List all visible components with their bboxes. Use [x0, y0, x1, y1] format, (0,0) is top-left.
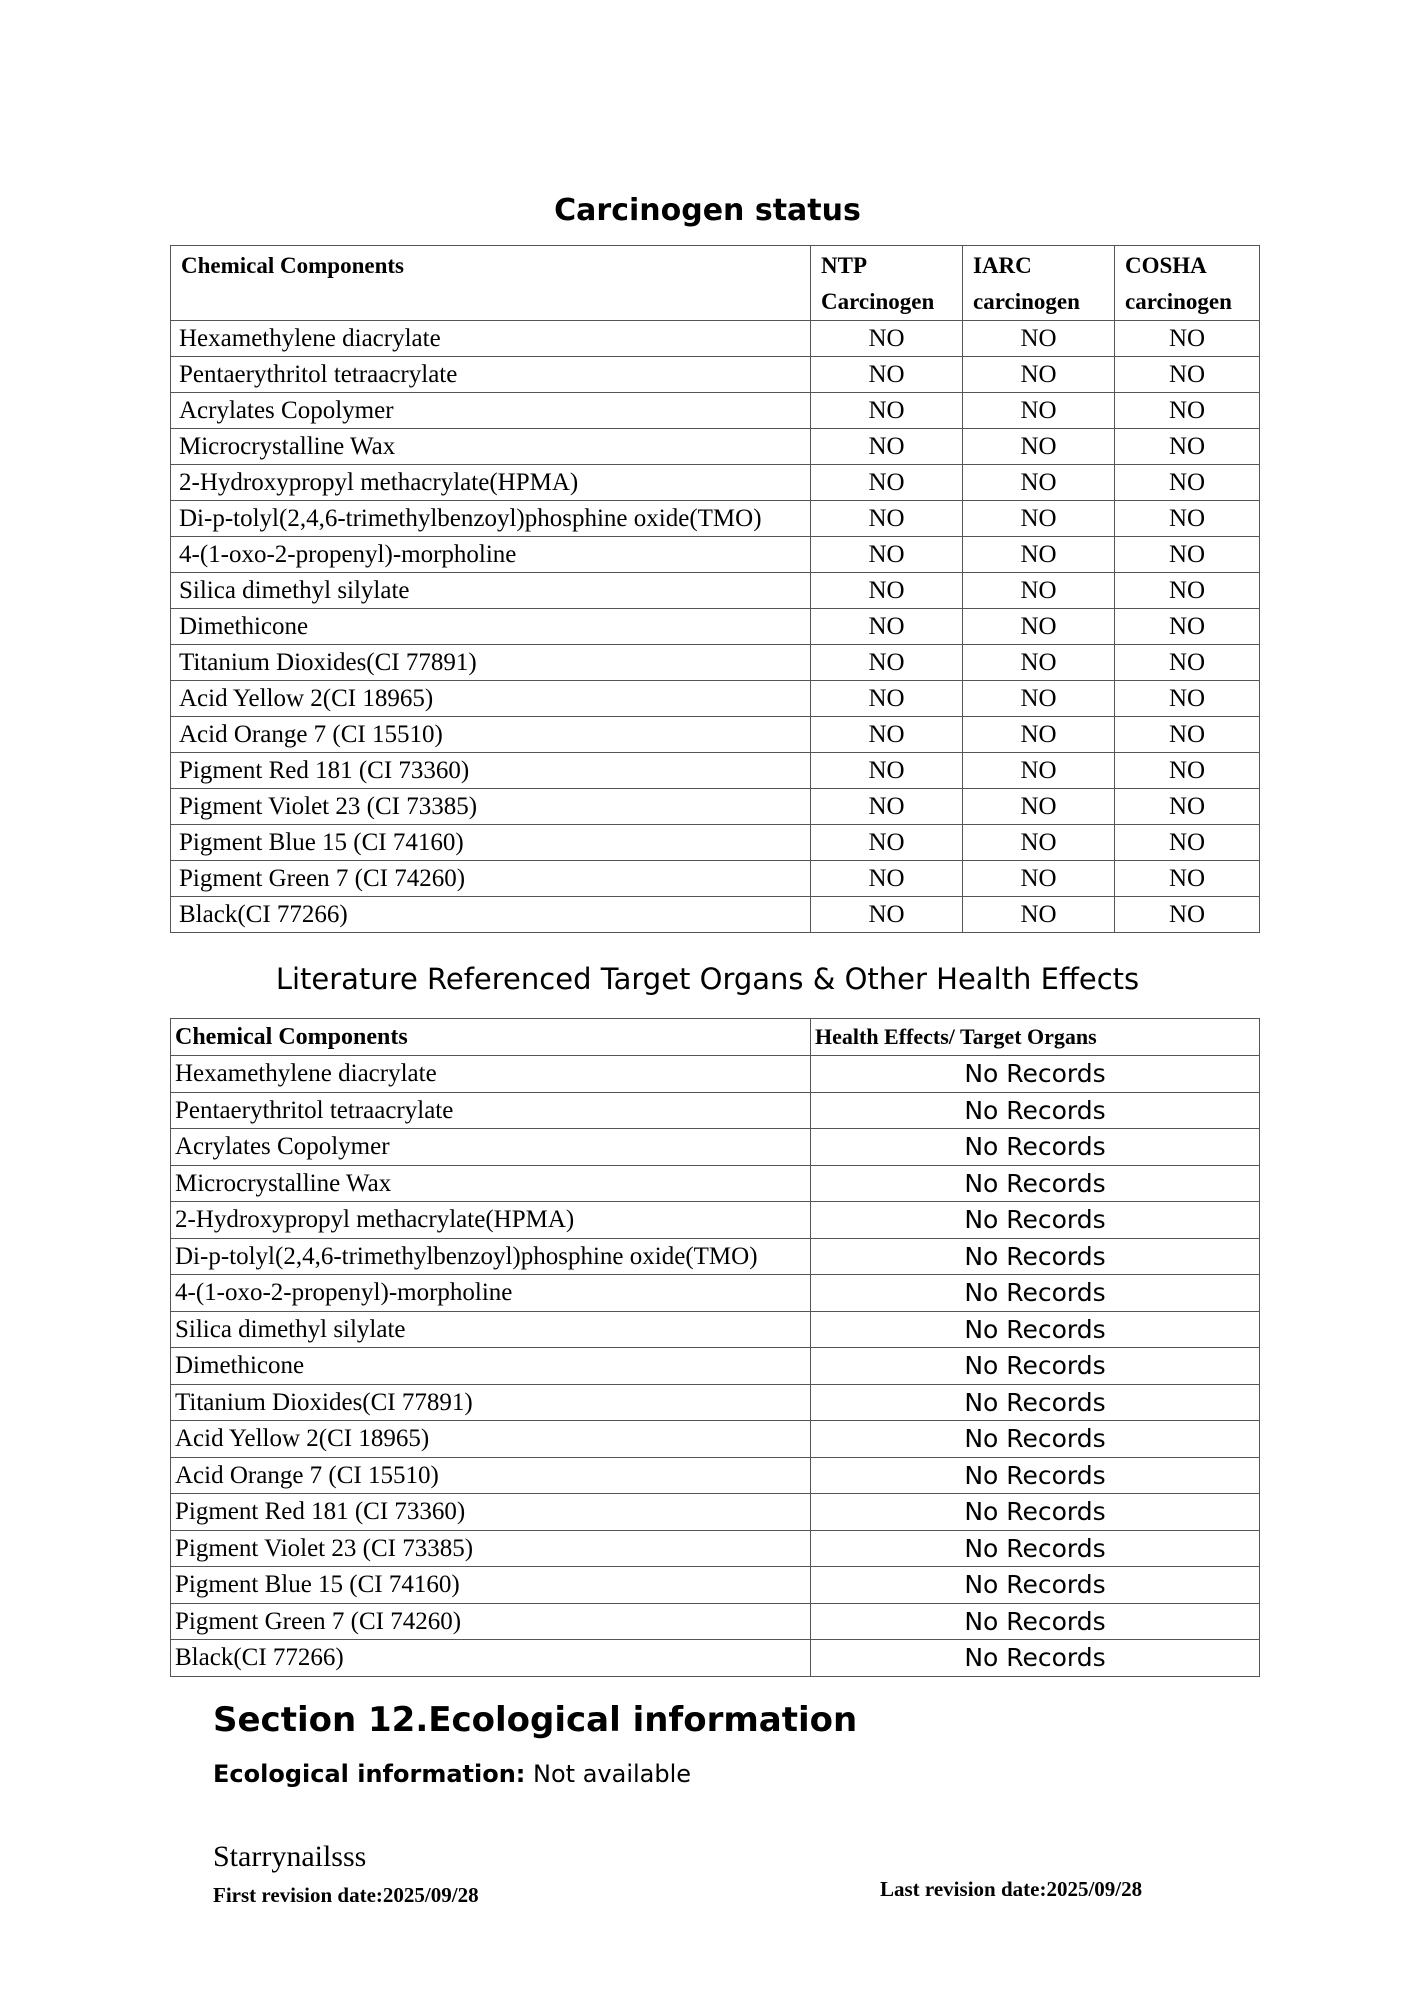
- chemical-name-cell: Pigment Green 7 (CI 74260): [171, 861, 811, 897]
- table-row: [171, 429, 1260, 465]
- ntp-value-cell: NO: [811, 357, 963, 393]
- cosha-value-cell: NO: [1115, 645, 1260, 681]
- ntp-value-cell: NO: [811, 753, 963, 789]
- chemical-name-cell: Pigment Green 7 (CI 74260): [171, 1603, 811, 1640]
- chemical-name-cell: Pigment Blue 15 (CI 74160): [171, 825, 811, 861]
- table-row: [171, 501, 1260, 537]
- table-row: [171, 1348, 1260, 1385]
- chemical-name-cell: Dimethicone: [171, 609, 811, 645]
- iarc-value-cell: NO: [963, 681, 1115, 717]
- ntp-value-cell: NO: [811, 897, 963, 933]
- iarc-value-cell: NO: [963, 537, 1115, 573]
- chemical-name-cell: Dimethicone: [171, 1348, 811, 1385]
- iarc-value-cell: NO: [963, 609, 1115, 645]
- table-row: [171, 825, 1260, 861]
- literature-title: Literature Referenced Target Organs & Other Health Effects: [275, 962, 1140, 996]
- iarc-value-cell: NO: [963, 429, 1115, 465]
- iarc-value-cell: NO: [963, 501, 1115, 537]
- header-iarc-carcinogen: [963, 246, 1115, 321]
- health-effects-cell: No Records: [811, 1494, 1260, 1531]
- ntp-value-cell: NO: [811, 501, 963, 537]
- header-cosha-line1: COSHA: [1125, 253, 1207, 278]
- iarc-value-cell: NO: [963, 897, 1115, 933]
- cosha-value-cell: NO: [1115, 717, 1260, 753]
- cosha-value-cell: NO: [1115, 825, 1260, 861]
- ntp-value-cell: NO: [811, 321, 963, 357]
- header-iarc-line1: IARC: [973, 253, 1032, 278]
- carcinogen-status-title: Carcinogen status: [554, 193, 861, 228]
- cosha-value-cell: NO: [1115, 465, 1260, 501]
- cosha-value-cell: NO: [1115, 501, 1260, 537]
- table-row: [171, 861, 1260, 897]
- table-row: [171, 357, 1260, 393]
- chemical-name-cell: 2-Hydroxypropyl methacrylate(HPMA): [171, 1202, 811, 1239]
- iarc-value-cell: NO: [963, 825, 1115, 861]
- ecological-information-line: [213, 1760, 691, 1788]
- chemical-name-cell: Acrylates Copolymer: [171, 1129, 811, 1166]
- cosha-value-cell: NO: [1115, 861, 1260, 897]
- ntp-value-cell: NO: [811, 573, 963, 609]
- table-row: [171, 321, 1260, 357]
- ntp-value-cell: NO: [811, 465, 963, 501]
- health-effects-cell: No Records: [811, 1457, 1260, 1494]
- table-row: [171, 1384, 1260, 1421]
- iarc-value-cell: NO: [963, 465, 1115, 501]
- ntp-value-cell: NO: [811, 789, 963, 825]
- health-effects-cell: No Records: [811, 1092, 1260, 1129]
- chemical-name-cell: Pigment Violet 23 (CI 73385): [171, 1530, 811, 1567]
- chemical-name-cell: Pigment Red 181 (CI 73360): [171, 753, 811, 789]
- header-cosha-line2: carcinogen: [1125, 289, 1232, 314]
- ntp-value-cell: NO: [811, 609, 963, 645]
- header-cosha-carcinogen: [1115, 246, 1260, 321]
- iarc-value-cell: NO: [963, 789, 1115, 825]
- ecological-information-label: Ecological information:: [213, 1760, 526, 1788]
- cosha-value-cell: NO: [1115, 681, 1260, 717]
- iarc-value-cell: NO: [963, 393, 1115, 429]
- chemical-name-cell: 2-Hydroxypropyl methacrylate(HPMA): [171, 465, 811, 501]
- ntp-value-cell: NO: [811, 681, 963, 717]
- chemical-name-cell: Microcrystalline Wax: [171, 1165, 811, 1202]
- cosha-value-cell: NO: [1115, 357, 1260, 393]
- chemical-name-cell: Pigment Red 181 (CI 73360): [171, 1494, 811, 1531]
- section-12-heading: Section 12.Ecological information: [213, 1700, 858, 1740]
- table-row: [171, 1457, 1260, 1494]
- ntp-value-cell: NO: [811, 861, 963, 897]
- iarc-value-cell: NO: [963, 861, 1115, 897]
- table-row: [171, 681, 1260, 717]
- ntp-value-cell: NO: [811, 717, 963, 753]
- header-chemical-components: Chemical Components: [171, 1019, 811, 1056]
- chemical-name-cell: Hexamethylene diacrylate: [171, 321, 811, 357]
- health-effects-cell: No Records: [811, 1129, 1260, 1166]
- chemical-name-cell: Pentaerythritol tetraacrylate: [171, 357, 811, 393]
- iarc-value-cell: NO: [963, 321, 1115, 357]
- health-effects-cell: No Records: [811, 1202, 1260, 1239]
- health-effects-cell: No Records: [811, 1384, 1260, 1421]
- health-effects-cell: No Records: [811, 1640, 1260, 1677]
- brand-name: Starrynailsss: [213, 1840, 367, 1873]
- health-effects-cell: No Records: [811, 1275, 1260, 1312]
- chemical-name-cell: 4-(1-oxo-2-propenyl)-morpholine: [171, 537, 811, 573]
- table-row: [171, 1421, 1260, 1458]
- table-row: [171, 1640, 1260, 1677]
- iarc-value-cell: NO: [963, 753, 1115, 789]
- ntp-value-cell: NO: [811, 645, 963, 681]
- cosha-value-cell: NO: [1115, 537, 1260, 573]
- table-row: [171, 537, 1260, 573]
- table-row: [171, 645, 1260, 681]
- ntp-value-cell: NO: [811, 537, 963, 573]
- first-revision-date: First revision date:2025/09/28: [213, 1883, 479, 1907]
- chemical-name-cell: Pigment Violet 23 (CI 73385): [171, 789, 811, 825]
- header-health-effects: Health Effects/ Target Organs: [811, 1019, 1260, 1056]
- health-effects-cell: No Records: [811, 1311, 1260, 1348]
- chemical-name-cell: Acid Orange 7 (CI 15510): [171, 717, 811, 753]
- health-effects-cell: No Records: [811, 1238, 1260, 1275]
- cosha-value-cell: NO: [1115, 789, 1260, 825]
- header-iarc-line2: carcinogen: [973, 289, 1080, 314]
- iarc-value-cell: NO: [963, 717, 1115, 753]
- ntp-value-cell: NO: [811, 825, 963, 861]
- table-row: [171, 1056, 1260, 1093]
- table-row: [171, 1530, 1260, 1567]
- health-effects-cell: No Records: [811, 1421, 1260, 1458]
- chemical-name-cell: Silica dimethyl silylate: [171, 573, 811, 609]
- header-chemical-components: Chemical Components: [171, 246, 811, 321]
- header-ntp-line2: Carcinogen: [821, 289, 935, 314]
- table-row: [171, 897, 1260, 933]
- health-effects-cell: No Records: [811, 1603, 1260, 1640]
- cosha-value-cell: NO: [1115, 393, 1260, 429]
- health-effects-cell: No Records: [811, 1530, 1260, 1567]
- chemical-name-cell: Acid Yellow 2(CI 18965): [171, 1421, 811, 1458]
- health-effects-cell: No Records: [811, 1348, 1260, 1385]
- table-row: [171, 1092, 1260, 1129]
- health-effects-cell: No Records: [811, 1165, 1260, 1202]
- table-row: [171, 1494, 1260, 1531]
- ntp-value-cell: NO: [811, 429, 963, 465]
- chemical-name-cell: Acid Orange 7 (CI 15510): [171, 1457, 811, 1494]
- chemical-name-cell: Pentaerythritol tetraacrylate: [171, 1092, 811, 1129]
- health-effects-cell: No Records: [811, 1056, 1260, 1093]
- ntp-value-cell: NO: [811, 393, 963, 429]
- chemical-name-cell: Di-p-tolyl(2,4,6-trimethylbenzoyl)phosphine oxide(TMO): [171, 1238, 811, 1275]
- health-effects-cell: No Records: [811, 1567, 1260, 1604]
- table-row: [171, 1275, 1260, 1312]
- table-header-row: [171, 1019, 1260, 1056]
- cosha-value-cell: NO: [1115, 429, 1260, 465]
- chemical-name-cell: Microcrystalline Wax: [171, 429, 811, 465]
- chemical-name-cell: Titanium Dioxides(CI 77891): [171, 1384, 811, 1421]
- chemical-name-cell: 4-(1-oxo-2-propenyl)-morpholine: [171, 1275, 811, 1312]
- header-ntp-carcinogen: [811, 246, 963, 321]
- table-row: [171, 1129, 1260, 1166]
- last-revision-date: Last revision date:2025/09/28: [880, 1877, 1143, 1901]
- chemical-name-cell: Acid Yellow 2(CI 18965): [171, 681, 811, 717]
- iarc-value-cell: NO: [963, 573, 1115, 609]
- chemical-name-cell: Hexamethylene diacrylate: [171, 1056, 811, 1093]
- iarc-value-cell: NO: [963, 645, 1115, 681]
- carcinogen-table: [170, 245, 1260, 933]
- cosha-value-cell: NO: [1115, 321, 1260, 357]
- table-row: [171, 789, 1260, 825]
- table-row: [171, 1603, 1260, 1640]
- table-row: [171, 393, 1260, 429]
- ecological-information-value: Not available: [525, 1760, 692, 1788]
- chemical-name-cell: Silica dimethyl silylate: [171, 1311, 811, 1348]
- chemical-name-cell: Acrylates Copolymer: [171, 393, 811, 429]
- chemical-name-cell: Pigment Blue 15 (CI 74160): [171, 1567, 811, 1604]
- table-header-row: [171, 246, 1260, 321]
- table-row: [171, 609, 1260, 645]
- table-row: [171, 1567, 1260, 1604]
- chemical-name-cell: Titanium Dioxides(CI 77891): [171, 645, 811, 681]
- iarc-value-cell: NO: [963, 357, 1115, 393]
- table-row: [171, 573, 1260, 609]
- header-ntp-line1: NTP: [821, 253, 867, 278]
- chemical-name-cell: Black(CI 77266): [171, 897, 811, 933]
- health-effects-table: [170, 1018, 1260, 1677]
- table-row: [171, 1238, 1260, 1275]
- cosha-value-cell: NO: [1115, 609, 1260, 645]
- cosha-value-cell: NO: [1115, 897, 1260, 933]
- cosha-value-cell: NO: [1115, 753, 1260, 789]
- table-row: [171, 465, 1260, 501]
- table-row: [171, 1202, 1260, 1239]
- table-row: [171, 717, 1260, 753]
- table-row: [171, 1311, 1260, 1348]
- chemical-name-cell: Black(CI 77266): [171, 1640, 811, 1677]
- table-row: [171, 1165, 1260, 1202]
- chemical-name-cell: Di-p-tolyl(2,4,6-trimethylbenzoyl)phosphine oxide(TMO): [171, 501, 811, 537]
- table-row: [171, 753, 1260, 789]
- cosha-value-cell: NO: [1115, 573, 1260, 609]
